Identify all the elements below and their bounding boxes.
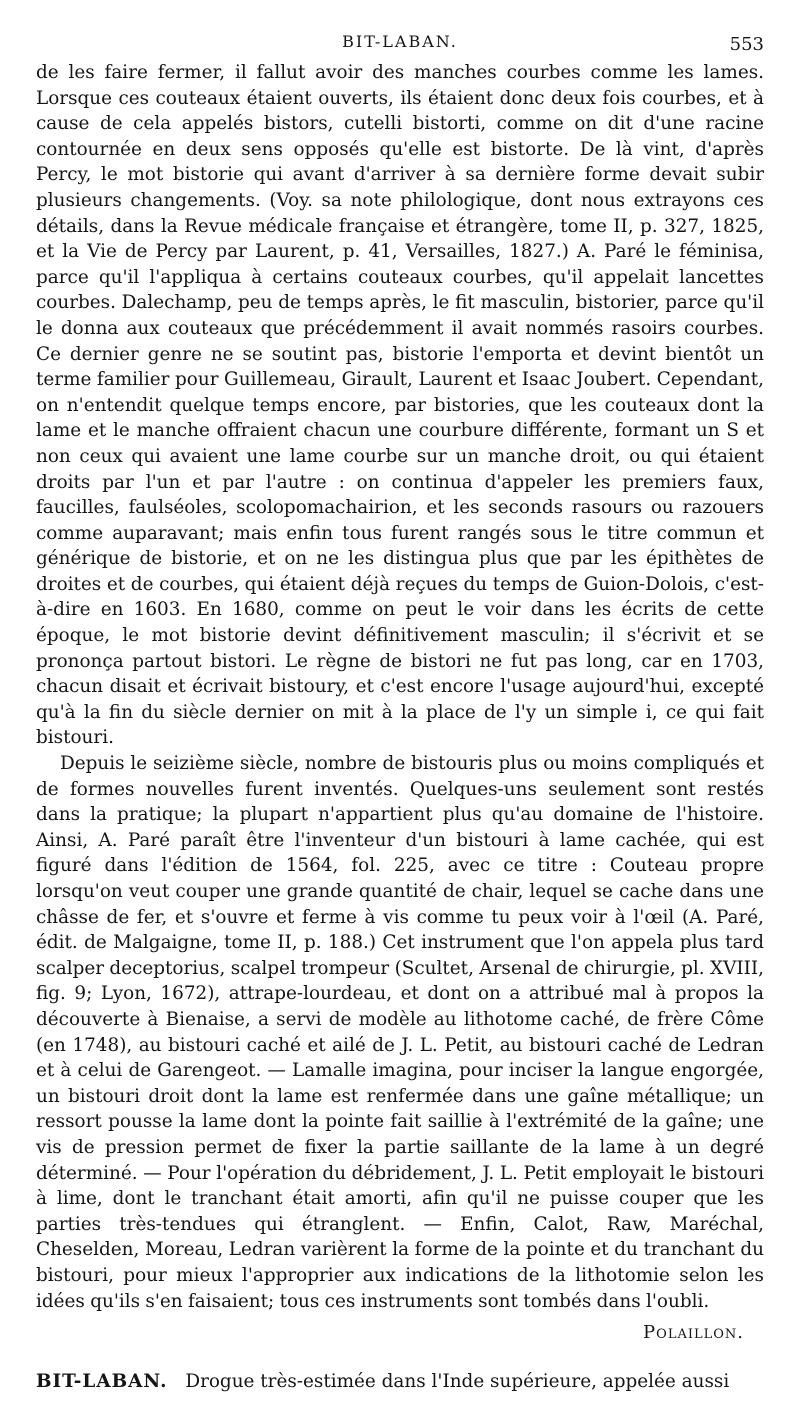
entry-headword: BIT-LABAN.: [36, 1371, 168, 1393]
running-head: BIT-LABAN.: [342, 32, 458, 51]
paragraph: Depuis le seizième siècle, nombre de bistouris plus ou moins compliqués et de formes nouvelles furent inventés. Quelques-uns seulement sont restés dans la pratique; la plupart n'appartient plus qu'au domaine de l'histoire. Ainsi, A. Paré paraît être l'inventeur d'un bistouri à lame cachée, qui est figuré dans l'édition de 1564, fol. 225, avec ce titre : Couteau propre lorsqu'on veut couper une grande quantité de chair, lequel se cache dans une châsse de fer, et s'ouvre et ferme à vis comme tu peux voir à l'œil (A. Paré, édit. de Malgaigne, tome II, p. 188.) Cet instrument que l'on appela plus tard scalper deceptorius, scalpel trompeur (Scultet, Arsenal de chirurgie, pl. XVIII, fig. 9; Lyon, 1672), attrape-lourdeau, et dont on a attribué mal à propos la découverte à Bienaise, a servi de modèle au lithotome caché, de frère Côme (en 1748), au bistouri caché et ailé de J. L. Petit, au bistouri caché de Ledran et à celui de Garengeot. — Lamalle imagina, pour inciser la langue engorgée, un bistouri droit dont la lame est renfermée dans une gaîne métallique; un ressort pousse la lame dont la pointe fait saillie à l'extrémité de la gaîne; une vis de pression permet de fixer la partie saillante de la lame à un degré déterminé. — Pour l'opération du débridement, J. L. Petit employait le bistouri à lime, dont le tranchant était amorti, afin qu'il ne puisse couper que les parties très-tendues qui étranglent. — Enfin, Calot, Raw, Maréchal, Cheselden, Moreau, Ledran varièrent la forme de la pointe et du tranchant du bistouri, pour mieux l'approprier aux indications de la lithotomie selon les idées qu'ils s'en faisaient; tous ces instruments sont tombés dans l'oubli.: [36, 753, 764, 1312]
page-header: [36, 26, 764, 60]
article-body: [36, 60, 764, 1314]
next-entry: [36, 1369, 764, 1395]
author-signature: Polaillon.: [643, 1322, 744, 1344]
paragraph: de les faire fermer, il fallut avoir des manches courbes comme les lames. Lorsque ces couteaux étaient ouverts, ils étaient donc deux fois courbes, et à cause de cela appelés bistors, cutelli bistorti, comme on dit d'une racine contournée en deux sens opposés qu'elle est bistorte. De là vint, d'après Percy, le mot bistorie qui avant d'arriver à sa dernière forme devait subir plusieurs changements. (Voy. sa note philologique, dont nous extrayons ces détails, dans la Revue médicale française et étrangère, tome II, p. 327, 1825, et la Vie de Percy par Laurent, p. 41, Versailles, 1827.) A. Paré le féminisa, parce qu'il l'appliqua à certains couteaux courbes, qu'il appelait lancettes courbes. Dalechamp, peu de temps après, le fit masculin, bistorier, parce qu'il le donna aux couteaux que précédemment il avait nommés rasoirs courbes. Ce dernier genre ne se soutint pas, bistorie l'emporta et devint bientôt un terme familier pour Guillemeau, Girault, Laurent et Isaac Joubert. Cependant, on n'entendit quelque temps encore, par bistories, que les couteaux dont la lame et le manche offraient chacun une courbure différente, formant un S et non ceux qui avaient une lame courbe sur un manche droit, ou qui étaient droits par l'un et par l'autre : on continua d'appeler les premiers faux, faucilles, faulséoles, scolopomachairion, et les seconds rasours ou razouers comme auparavant; mais enfin tous furent rangés sous le titre commun et générique de bistorie, et on ne les distingua plus que par les épithètes de droites et de courbes, qui étaient déjà reçues du temps de Guion-Dolois, c'est-à-dire en 1603. En 1680, comme on peut le voir dans les écrits de cette époque, le mot bistorie devint définitivement masculin; il s'écrivit et se prononça partout bistori. Le règne de bistori ne fut pas long, car en 1703, chacun disait et écrivait bistoury, et c'est encore l'usage aujourd'hui, excepté qu'à la fin du siècle dernier on mit à la place de l'y un simple i, ce qui fait bistouri.: [36, 62, 764, 749]
page-number: 553: [729, 34, 764, 55]
entry-text: Drogue très-estimée dans l'Inde supérieure, appelée aussi: [185, 1371, 730, 1393]
